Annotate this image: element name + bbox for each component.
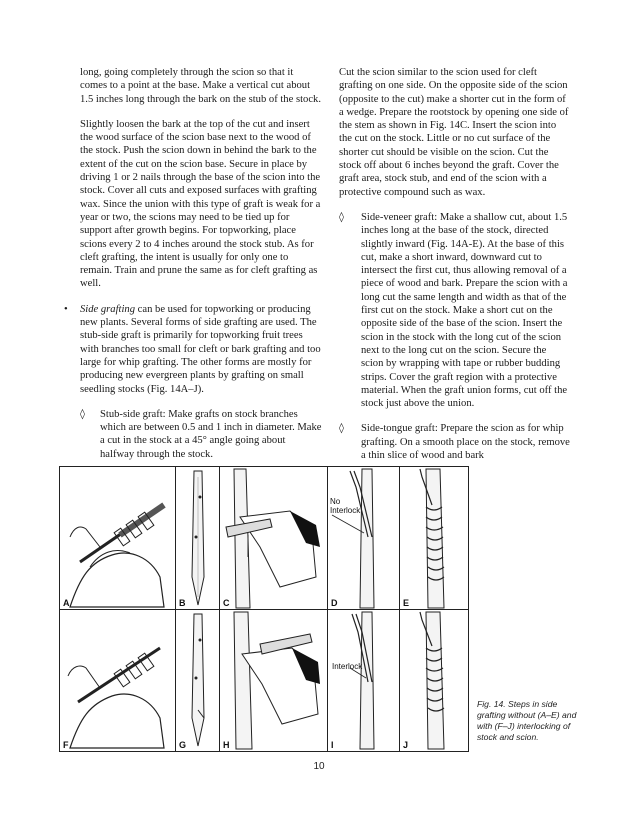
panel-g: [176, 610, 220, 751]
panel-h: [220, 610, 328, 751]
knife-cutting-stock-illustration: [220, 467, 328, 610]
panel-label-a: A: [63, 598, 70, 608]
left-paragraph-2: Slightly loosen the bark at the top of the cut and insert the wood surface of the scion base next to the wood of the stock. Push the scion down in behind the bark to the extent of the cut on the scion base. Secure in place by driving 1 or 2 nails through the base of the scion into the stock. Cover all cuts and exposed surfaces with grafting wax. Since the union with this type of graft is weak for a year or two, the scions may need to be tied up for support after growth begins. For topworking, place scions every 2 to 4 inches around the stock stub. As for cleft grafting, the intent is usually for only one to remain. Train and prune the same as for cleft grafting as well.: [80, 118, 321, 290]
right-column: [339, 66, 571, 474]
panel-label-f: F: [63, 740, 69, 750]
panel-b: [176, 467, 220, 610]
diamond-bullet-icon: ◊: [339, 211, 344, 223]
panel-c: [220, 467, 328, 610]
panel-label-e: E: [403, 598, 410, 608]
diamond-bullet-icon: ◊: [80, 408, 85, 420]
panel-a: [60, 467, 176, 610]
figure-caption: Fig. 14. Steps in side grafting without (A–E) and with (F–J) interlocking of stock and scion.: [477, 699, 577, 742]
interlock-inserted-illustration: [328, 610, 400, 751]
scion-inserted-illustration: [328, 467, 400, 610]
wrapped-graft-illustration: [400, 467, 468, 610]
left-paragraph-1: long, going completely through the scion so that it comes to a point at the base. Make a vertical cut about 1.5 inches long through the bark on the stub of the stock.: [80, 67, 321, 105]
panel-label-c: C: [223, 598, 230, 608]
stub-side-graft-item: [80, 408, 322, 461]
right-paragraph-1: Cut the scion similar to the scion used for cleft grafting on one side. On the opposite side of the scion (opposite to the cut) make a shorter cut in the form of a wedge. Prepare the rootstock by opening one side of the stem as shown in Fig. 14C. Insert the scion into the cut on the stock. Little or no cut surface of the shorter cut should be visible on the scion. Cut the stock off about 6 inches beyond the graft. Cover the graft area, stock stub, and end of the scion with a protective compound such as wax.: [339, 67, 569, 198]
panel-d: [328, 467, 400, 610]
panel-j: [400, 610, 468, 751]
grafting-figure: [59, 466, 469, 752]
page-number: 10: [313, 761, 325, 772]
side-grafting-term: Side grafting: [80, 303, 136, 315]
side-veneer-graft-item: [339, 211, 571, 410]
side-grafting-bullet: [64, 303, 322, 396]
side-tongue-graft-text: Side-tongue graft: Prepare the scion as for whip grafting. On a smooth place on the stock, remove a thin slice of wood and bark: [361, 423, 570, 462]
side-grafting-text: can be used for topworking or producing new plants. Several forms of side grafting are used. The stub-side graft is primarily for topworking fruit trees with branches too small for cleft or bark grafting and too large for whip grafting. The other forms are mostly for producing new evergreen plants by grafting on small seedling stocks (Fig. 14A–J).: [80, 303, 321, 395]
no-interlock-callout: No Interlock: [330, 497, 361, 515]
panel-label-b: B: [179, 598, 186, 608]
panel-label-g: G: [179, 740, 187, 750]
panel-i: [328, 610, 400, 751]
left-column: [64, 66, 322, 473]
stub-side-graft-text: Stub-side graft: Make grafts on stock branches which are between 0.5 and 1 inch in diameter. Make a cut in the stock at a 45° angle going about halfway through the stock.: [100, 408, 322, 460]
wrapped-interlock-graft-illustration: [400, 610, 468, 751]
panel-label-j: J: [403, 740, 409, 750]
hand-cutting-scion-illustration: [60, 467, 176, 610]
panel-label-h: H: [223, 740, 230, 750]
interlock-callout: Interlock: [332, 662, 363, 671]
panel-f: [60, 610, 176, 751]
bullet-mark: •: [64, 303, 68, 315]
interlock-scion-illustration: [176, 610, 220, 751]
side-veneer-graft-text: Side-veneer graft: Make a shallow cut, about 1.5 inches long at the base of the stock, directed slightly inward (Fig. 14A-E). At the base of this cut, make a short inward, downward cut to intersect the first cut, thus allowing removal of a piece of wood and bark. Prepare the scion with a long cut the same length and width as that of the first cut on the stock. Make a short cut on the opposite side of the base of the scion. Insert the scion in the stock with the long cut of the scion next to the long cut on the scion. Secure the scion by wrapping with tape or rubber budding strips. Cover the graft region with a protective material. When the graft union forms, cut off the stock just above the union.: [361, 211, 568, 410]
scion-illustration: [176, 467, 220, 610]
panel-e: [400, 467, 468, 610]
diamond-bullet-icon: ◊: [339, 423, 344, 435]
panel-label-d: D: [331, 598, 338, 608]
hand-cutting-scion-interlock-illustration: [60, 610, 176, 751]
side-tongue-graft-item: [339, 422, 571, 462]
panel-label-i: I: [331, 740, 334, 750]
knife-cutting-stock-interlock-illustration: [220, 610, 328, 751]
